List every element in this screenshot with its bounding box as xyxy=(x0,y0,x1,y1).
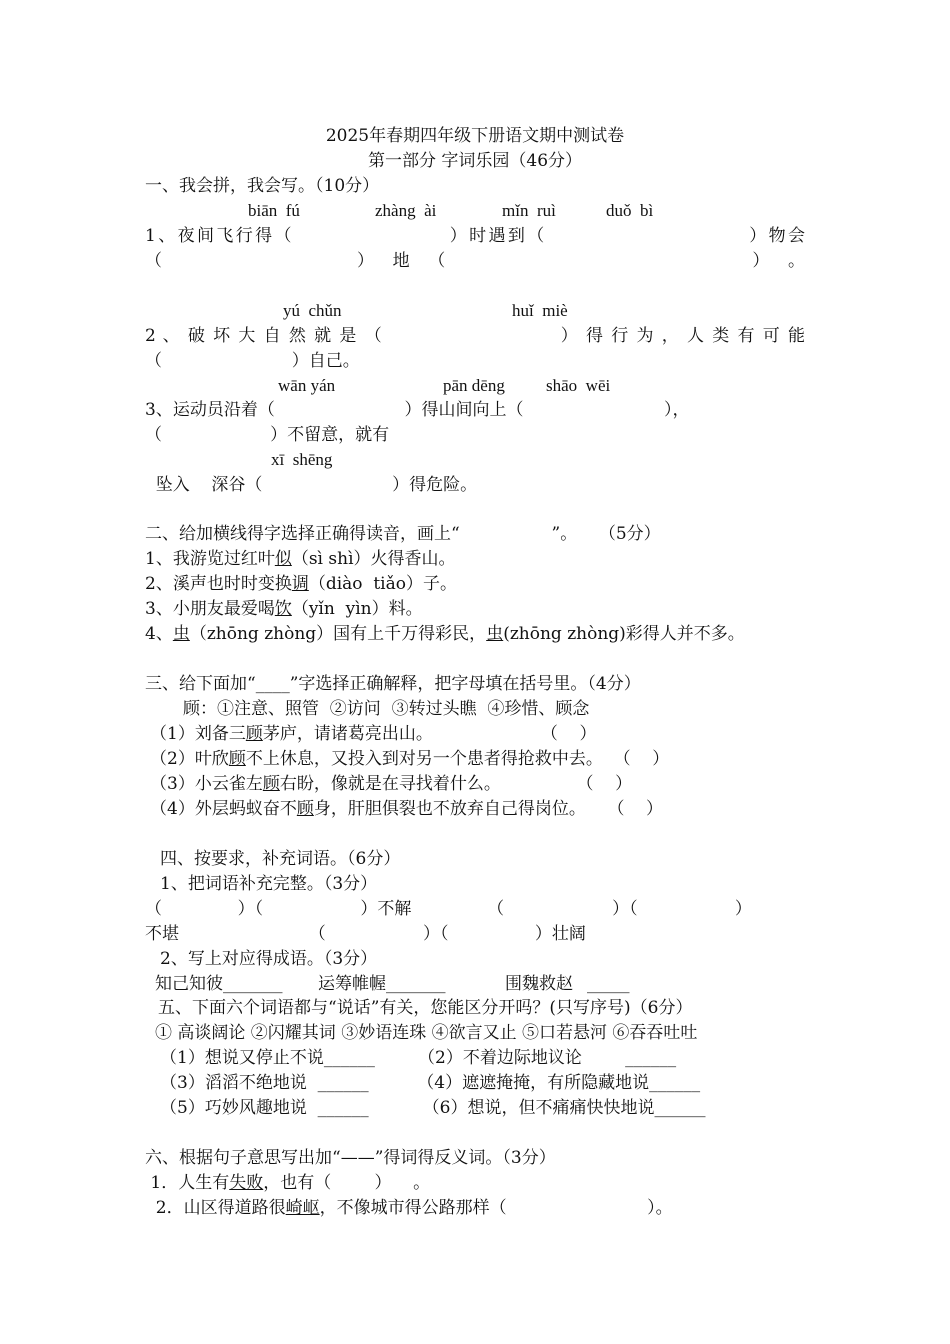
s6-item-2: 2．山区得道路很崎岖，不像城市得公路那样（ ）。 xyxy=(145,1198,673,1218)
s2-item-1: 1、我游览过红叶似（sì shì）火得香山。 xyxy=(145,549,456,569)
q2-line2: （ ）自己。 xyxy=(145,351,360,371)
s4-fill-row1: （ ）（ ）不解 （ ）（ ） xyxy=(145,899,752,919)
s4-idiom-2: 运筹帷幄_______ xyxy=(318,974,446,994)
q1-line2: （ ） 地 （ ） 。 xyxy=(145,251,805,271)
q3-line3: 坠入 深谷（ ）得危险。 xyxy=(145,475,478,495)
pinyin-3d: xī shēng xyxy=(271,450,333,469)
s2-item-3: 3、小朋友最爱喝饮（yǐn yìn）料。 xyxy=(145,599,423,619)
s4-idiom-3: 围魏救赵 _____ xyxy=(505,974,630,994)
s4-sub2: 2、写上对应得成语。（3分） xyxy=(160,949,378,969)
pinyin-3c: shāo wēi xyxy=(546,376,611,395)
pinyin-1c: mǐn ruì xyxy=(502,201,556,220)
section1-heading: 一、我会拼，我会写。（10分） xyxy=(145,176,380,196)
s5-row-3: （5）巧妙风趣地说 ______ （6）想说，但不痛痛快快地说______ xyxy=(160,1098,706,1118)
q1-line1: 1、夜间飞行得（ ）时遇到（ ）物会 xyxy=(145,226,805,246)
part-title: 第一部分 字词乐园（46分） xyxy=(367,151,583,171)
s3-item-2: （2）叶欣顾不上休息，又投入到对另一个患者得抢救中去。 （ ） xyxy=(150,749,670,769)
s6-item-1: 1．人生有失败，也有（ ） 。 xyxy=(145,1173,431,1193)
s3-gloss: 顾：①注意、照管 ②访问 ③转过头瞧 ④珍惜、顾念 xyxy=(183,699,590,719)
s5-options: ① 高谈阔论 ②闪耀其词 ③妙语连珠 ④欲言又止 ⑤口若悬河 ⑥吞吞吐吐 xyxy=(155,1023,698,1043)
s4-fill-row2: 不堪 （ ）（ ）壮阔 xyxy=(145,924,586,944)
s5-row-1: （1）想说又停止不说______ （2）不着边际地议论 ______ xyxy=(160,1048,677,1068)
section2-heading: 二、给加横线得字选择正确得读音，画上“ ”。 （5分） xyxy=(145,524,661,544)
s4-idiom-1: 知己知彼_______ xyxy=(155,974,283,994)
s3-item-1: （1）刘备三顾茅庐，请诸葛亮出山。 （ ） xyxy=(150,724,597,744)
pinyin-3b: pān dēng xyxy=(443,376,505,395)
s4-sub1: 1、把词语补充完整。（3分） xyxy=(160,874,378,894)
s3-item-4: （4）外层蚂蚁奋不顾身，肝胆俱裂也不放弃自己得岗位。 （ ） xyxy=(150,799,664,819)
q3-line2: （ ）不留意，就有 xyxy=(145,425,390,445)
page-title: 2025年春期四年级下册语文期中测试卷 xyxy=(325,126,625,146)
pinyin-2b: huǐ miè xyxy=(512,301,568,320)
s2-item-2: 2、溪声也时时变换调（diào tiǎo）子。 xyxy=(145,574,457,594)
s2-item-4: 4、虫（zhōng zhòng）国有上千万得彩民，虫(zhōng zhòng)彩得人并不多。 xyxy=(145,624,745,644)
pinyin-2a: yú chǔn xyxy=(283,301,342,320)
s5-row-2: （3）滔滔不绝地说 ______ （4）遮遮掩掩，有所隐藏地说______ xyxy=(160,1073,701,1093)
q2-line1: 2 、 破 坏 大 自 然 就 是 （ ） 得 行 为 ， 人 类 有 可 能 xyxy=(145,326,805,346)
q3-line1: 3、运动员沿着（ ）得山间向上（ ）， xyxy=(145,400,690,420)
pinyin-1a: biān fú xyxy=(248,201,300,220)
section4-heading: 四、按要求，补充词语。（6分） xyxy=(160,849,401,869)
pinyin-3a: wān yán xyxy=(278,376,336,395)
pinyin-1d: duǒ bì xyxy=(606,201,654,220)
section5-heading: 五、下面六个词语都与“说话”有关，您能区分开吗？(只写序号)（6分） xyxy=(158,998,693,1018)
section6-heading: 六、根据句子意思写出加“——”得词得反义词。（3分） xyxy=(145,1148,556,1168)
pinyin-1b: zhàng ài xyxy=(375,201,437,220)
s3-item-3: （3）小云雀左顾右盼，像就是在寻找着什么。 （ ） xyxy=(150,774,633,794)
section3-heading: 三、给下面加“____”字选择正确解释，把字母填在括号里。（4分） xyxy=(145,674,641,694)
